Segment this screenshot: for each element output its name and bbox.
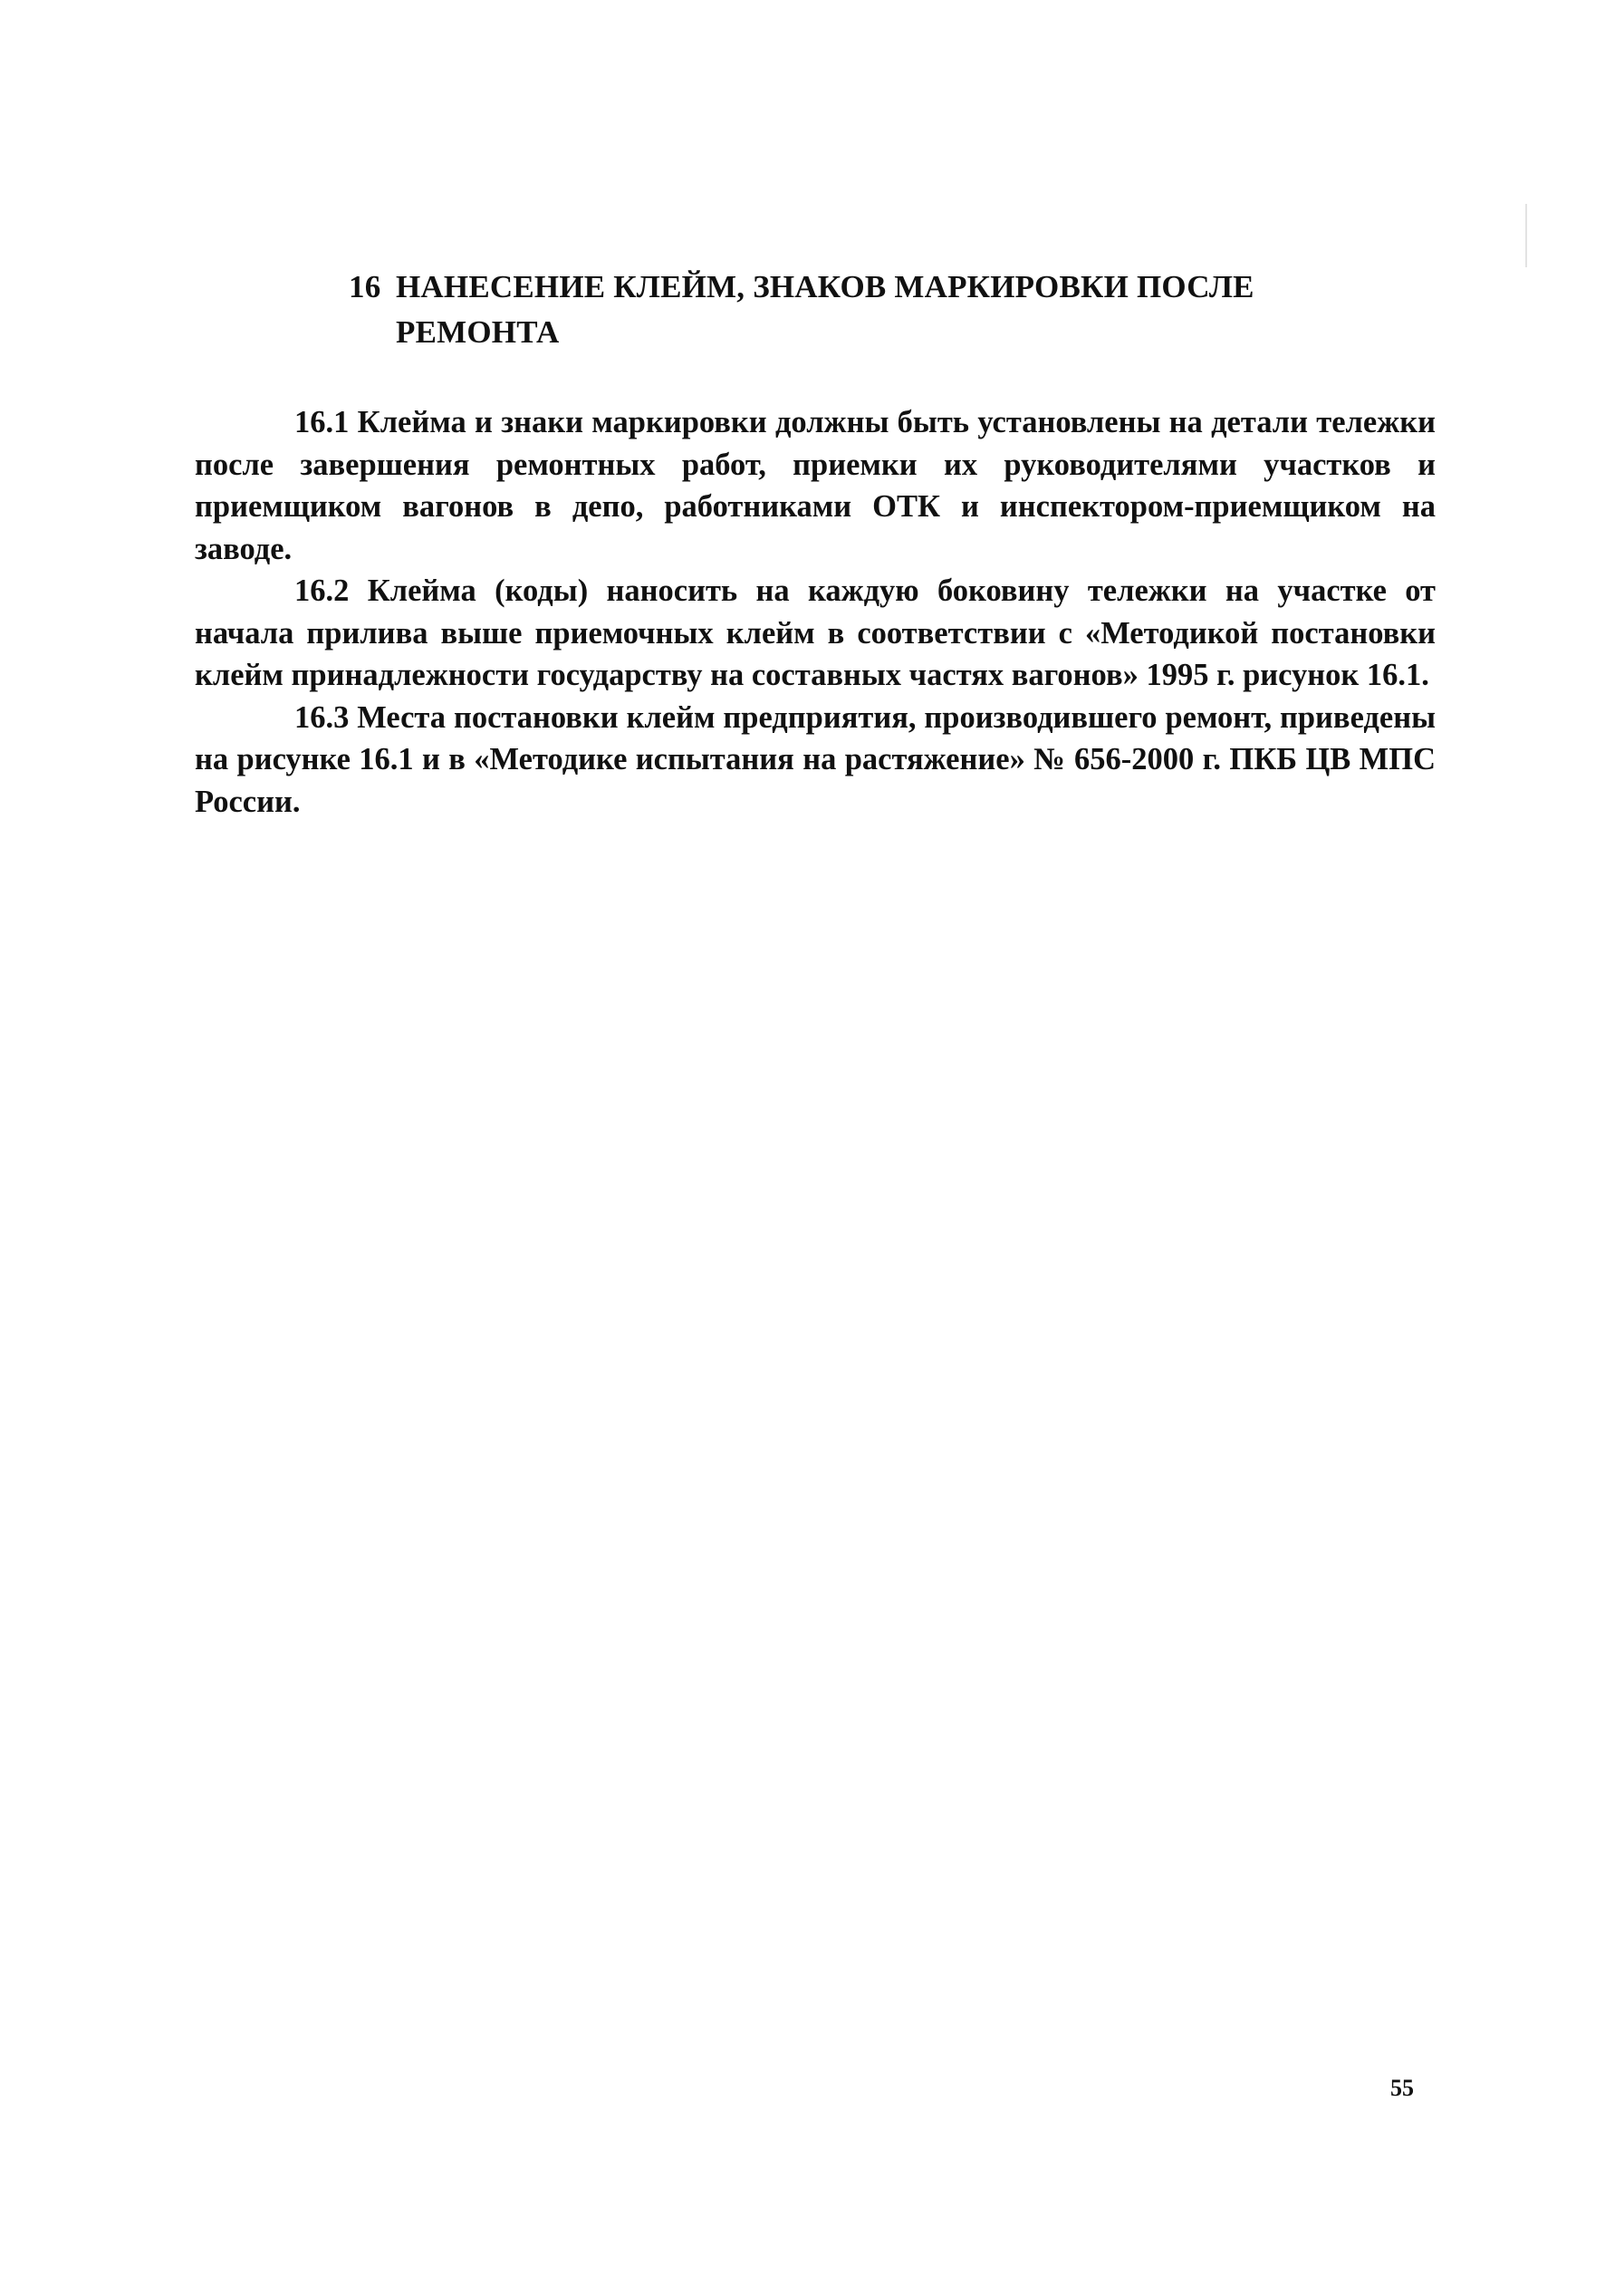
section-heading <box>349 265 1399 355</box>
paragraph-number: 16.1 <box>294 405 350 439</box>
paragraph-16-3 <box>195 697 1436 824</box>
paragraph-number: 16.2 <box>294 574 350 608</box>
paragraph-text: Клейма и знаки маркировки должны быть установлены на детали тележки после завершения ремонтных работ, приемки их руководителями участков и приемщиком вагонов в депо, работниками ОТК и инспектором-приемщиком на заводе. <box>195 405 1437 566</box>
section-number: 16 <box>349 269 381 304</box>
paragraph-16-2 <box>195 570 1436 697</box>
paragraph-16-1 <box>195 401 1436 570</box>
section-title-line1: НАНЕСЕНИЕ КЛЕЙМ, ЗНАКОВ МАРКИРОВКИ ПОСЛЕ <box>396 269 1254 304</box>
scan-margin-mark <box>1525 204 1527 267</box>
paragraph-text: Клейма (коды) наносить на каждую боковину тележки на участке от начала прилива выше приемочных клейм в соответствии с «Методикой постановки клейм принадлежности государству на составных частях вагонов» 1995 г. рисунок 16.1. <box>195 574 1436 692</box>
paragraph-text: Места постановки клейм предприятия, производившего ремонт, приведены на рисунке 16.1 и в «Методике испытания на растяжение» № 656-2000 г. ПКБ ЦВ МПС России. <box>195 699 1437 819</box>
paragraph-number: 16.3 <box>294 699 350 735</box>
section-body <box>195 401 1436 823</box>
page-number: 55 <box>1390 2075 1414 2101</box>
section-title-line2: РЕМОНТА <box>396 314 560 350</box>
